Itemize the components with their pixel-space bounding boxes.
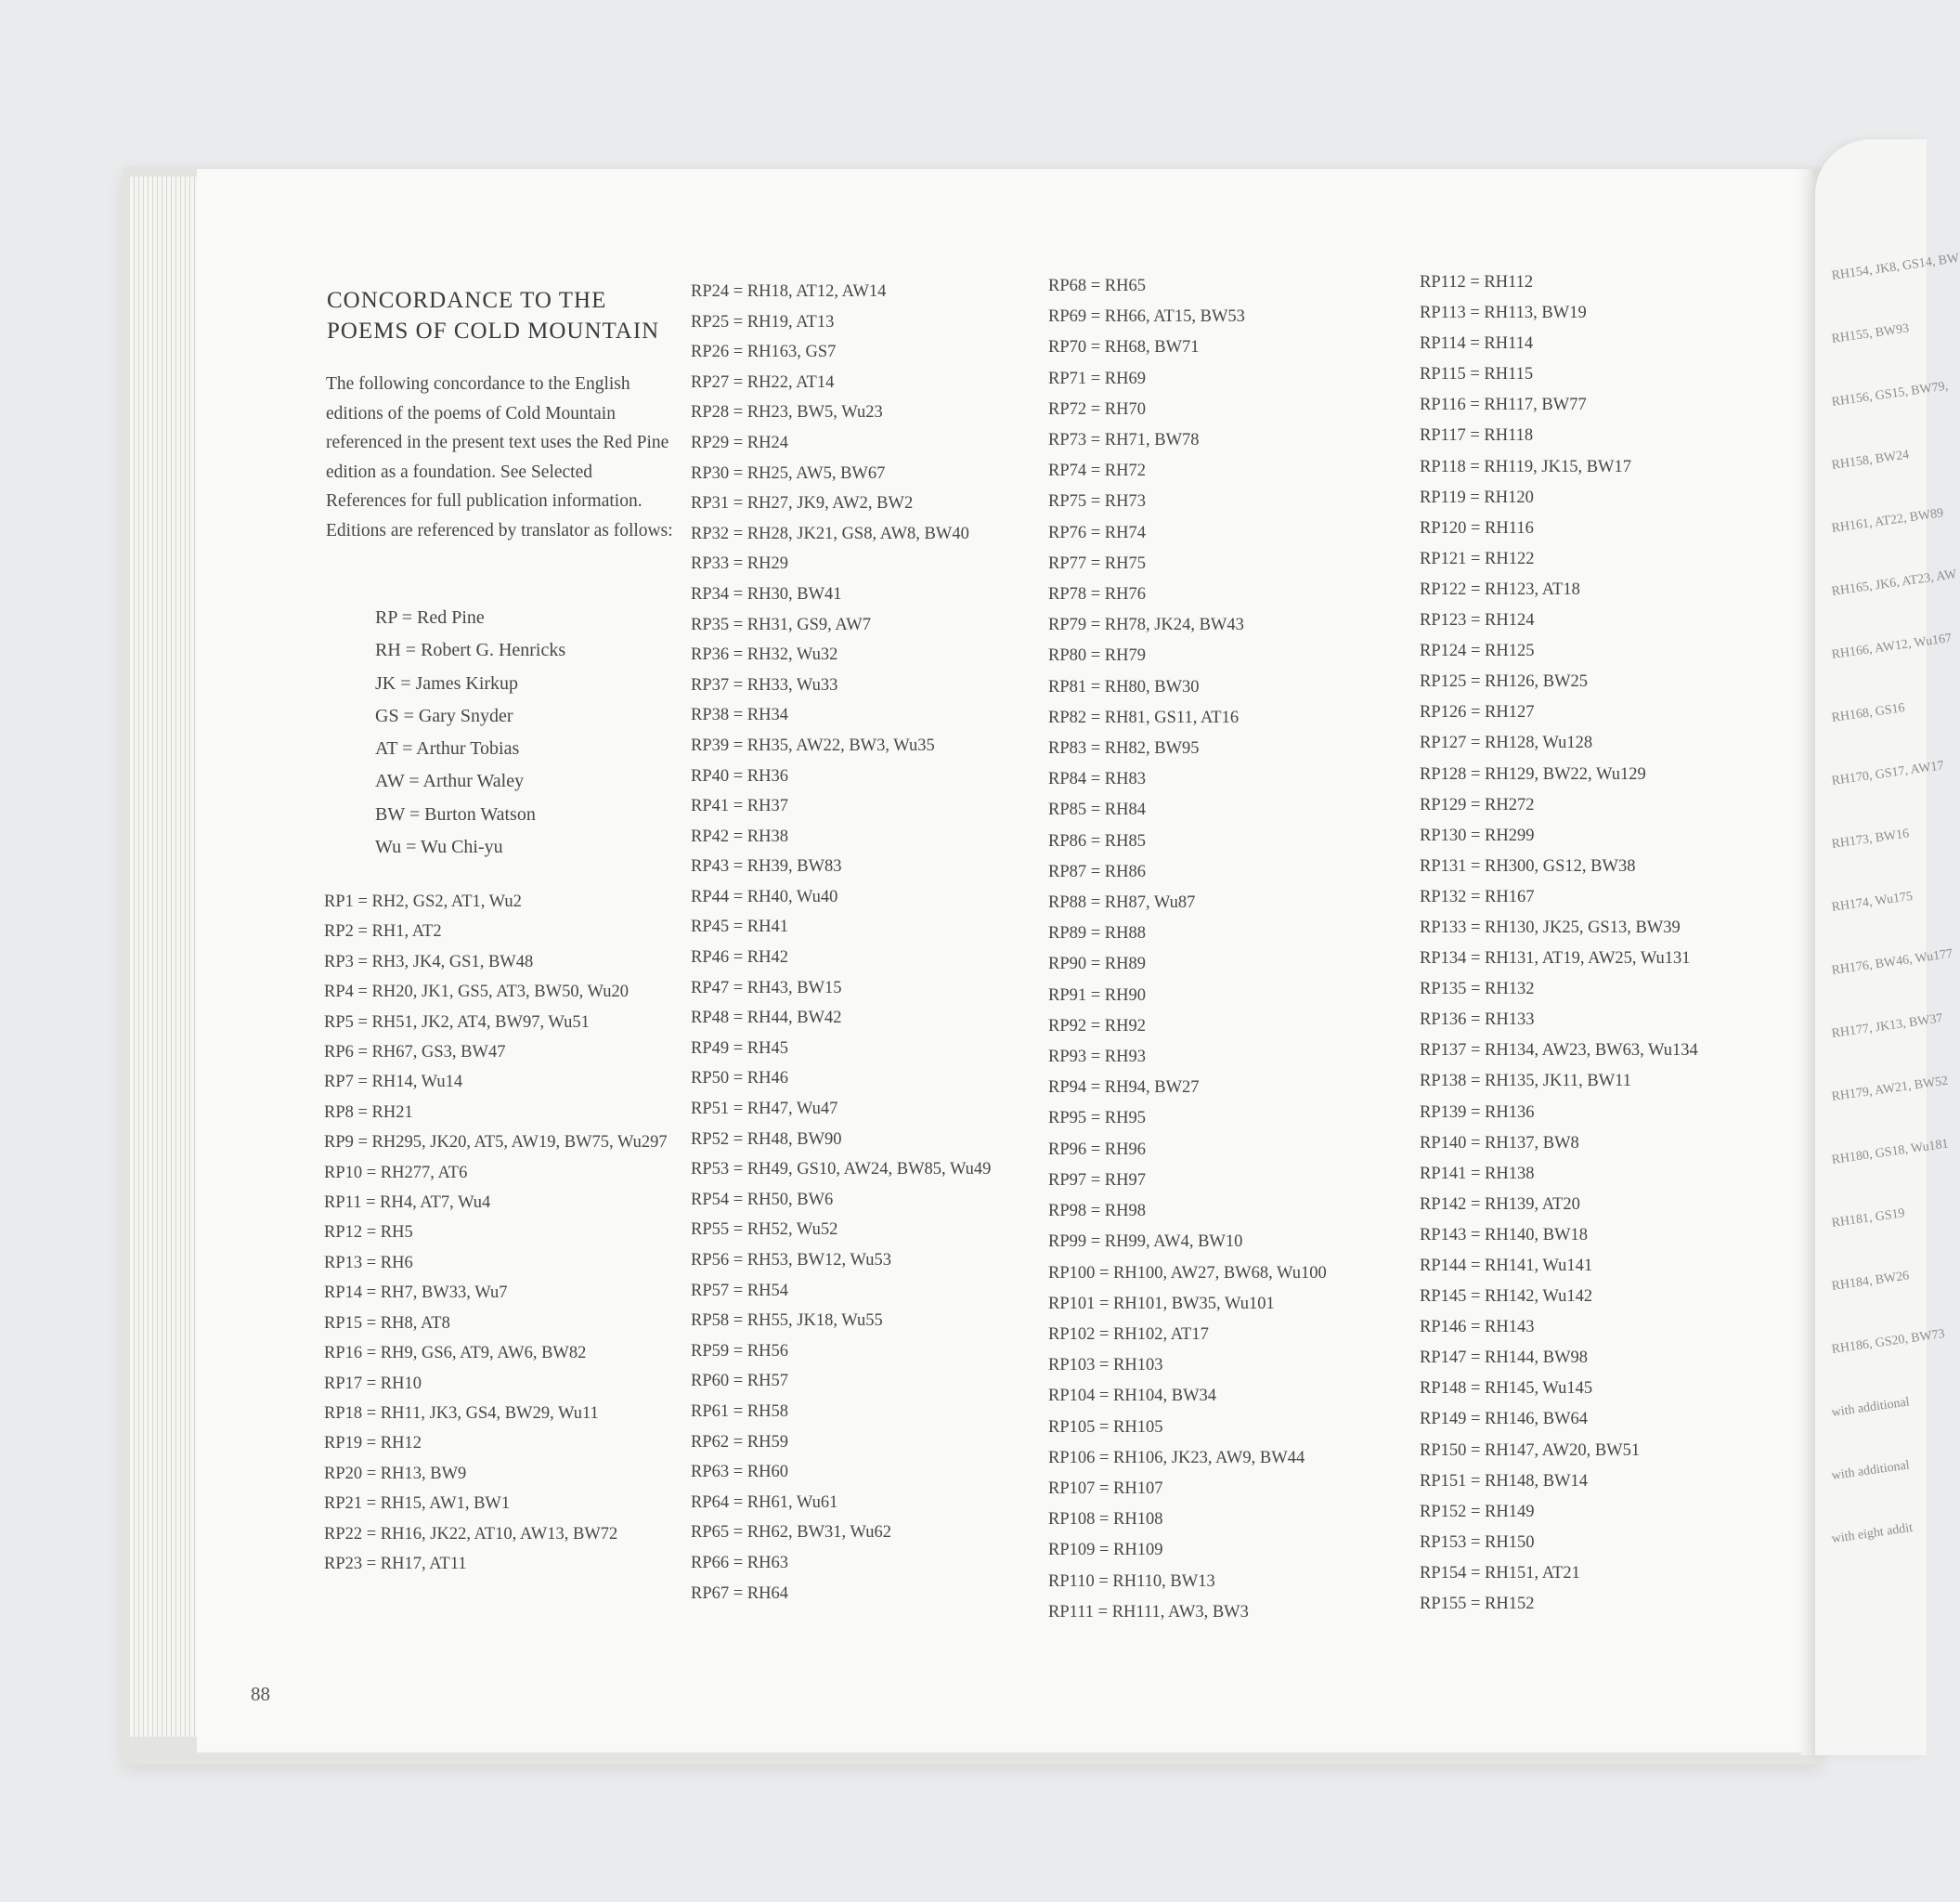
concordance-entry: RP29 = RH24: [691, 433, 789, 452]
concordance-entry: RP16 = RH9, GS6, AT9, AW6, BW82: [324, 1344, 587, 1363]
concordance-entry: RP13 = RH6: [324, 1253, 413, 1272]
concordance-entry: RP114 = RH114: [1420, 334, 1534, 354]
concordance-entry: RP140 = RH137, BW8: [1420, 1133, 1579, 1153]
concordance-entry: RP17 = RH10: [324, 1374, 422, 1393]
facing-page-fragment: RH154, JK8, GS14, BW: [1830, 251, 1960, 283]
facing-page-fragment: RH186, GS20, BW73: [1830, 1326, 1946, 1357]
concordance-entry: RP100 = RH100, AW27, BW68, Wu100: [1048, 1263, 1327, 1283]
concordance-entry: RP77 = RH75: [1048, 554, 1147, 573]
concordance-entry: RP148 = RH145, Wu145: [1420, 1379, 1593, 1399]
concordance-entry: RP45 = RH41: [691, 918, 789, 937]
concordance-entry: RP143 = RH140, BW18: [1420, 1225, 1589, 1244]
facing-page-fragment: RH165, JK6, AT23, AW: [1830, 567, 1958, 599]
concordance-entry: RP83 = RH82, BW95: [1048, 739, 1200, 759]
concordance-entry: RP26 = RH163, GS7: [691, 343, 837, 362]
concordance-entry: RP110 = RH110, BW13: [1048, 1571, 1215, 1591]
concordance-entry: RP65 = RH62, BW31, Wu62: [691, 1523, 891, 1543]
concordance-entry: RP84 = RH83: [1048, 770, 1147, 789]
concordance-entry: RP23 = RH17, AT11: [324, 1554, 467, 1573]
concordance-entry: RP72 = RH70: [1048, 399, 1147, 419]
concordance-entry: RP22 = RH16, JK22, AT10, AW13, BW72: [324, 1524, 618, 1544]
key-item: RP = Red Pine: [375, 607, 485, 628]
concordance-entry: RP125 = RH126, BW25: [1420, 672, 1589, 692]
concordance-entry: RP18 = RH11, JK3, GS4, BW29, Wu11: [324, 1403, 599, 1423]
concordance-entry: RP75 = RH73: [1048, 492, 1147, 512]
concordance-entry: RP141 = RH138: [1420, 1164, 1535, 1183]
concordance-entry: RP152 = RH149: [1420, 1502, 1535, 1521]
concordance-entry: RP146 = RH143: [1420, 1318, 1535, 1337]
concordance-entry: RP82 = RH81, GS11, AT16: [1048, 708, 1240, 727]
concordance-entry: RP111 = RH111, AW3, BW3: [1048, 1602, 1249, 1622]
facing-page-fragment: with additional: [1830, 1395, 1911, 1420]
facing-page-fragment: with eight addit: [1830, 1520, 1915, 1546]
concordance-entry: RP41 = RH37: [691, 797, 789, 816]
concordance-entry: RP155 = RH152: [1420, 1595, 1535, 1614]
concordance-entry: RP149 = RH146, BW64: [1420, 1410, 1589, 1429]
concordance-entry: RP88 = RH87, Wu87: [1048, 893, 1196, 913]
concordance-column-3: [1048, 271, 1327, 1628]
concordance-entry: RP12 = RH5: [324, 1223, 413, 1243]
concordance-entry: RP104 = RH104, BW34: [1048, 1387, 1217, 1406]
concordance-entry: RP25 = RH19, AT13: [691, 312, 835, 332]
concordance-entry: RP153 = RH150: [1420, 1532, 1535, 1552]
concordance-entry: RP131 = RH300, GS12, BW38: [1420, 856, 1636, 876]
concordance-entry: RP147 = RH144, BW98: [1420, 1348, 1589, 1368]
concordance-entry: RP33 = RH29: [691, 554, 789, 574]
concordance-entry: RP35 = RH31, GS9, AW7: [691, 615, 871, 634]
concordance-entry: RP116 = RH117, BW77: [1420, 396, 1587, 415]
concordance-entry: RP42 = RH38: [691, 827, 789, 846]
concordance-entry: RP85 = RH84: [1048, 801, 1147, 820]
concordance-entry: RP60 = RH57: [691, 1372, 789, 1391]
concordance-entry: RP129 = RH272: [1420, 795, 1535, 814]
concordance-entry: RP93 = RH93: [1048, 1048, 1147, 1067]
key-item: Wu = Wu Chi-yu: [375, 837, 503, 858]
concordance-entry: RP11 = RH4, AT7, Wu4: [324, 1193, 491, 1213]
key-item: JK = James Kirkup: [375, 672, 519, 694]
concordance-entry: RP94 = RH94, BW27: [1048, 1078, 1200, 1098]
concordance-entry: RP117 = RH118: [1420, 426, 1534, 446]
concordance-entry: RP112 = RH112: [1420, 273, 1534, 292]
concordance-entry: RP2 = RH1, AT2: [324, 922, 442, 942]
facing-page-fragment: RH181, GS19: [1830, 1206, 1906, 1231]
concordance-entry: RP139 = RH136: [1420, 1102, 1535, 1122]
concordance-entry: RP119 = RH120: [1420, 488, 1534, 507]
concordance-entry: RP136 = RH133: [1420, 1010, 1535, 1030]
key-item: GS = Gary Snyder: [375, 705, 513, 726]
concordance-entry: RP53 = RH49, GS10, AW24, BW85, Wu49: [691, 1160, 992, 1179]
concordance-entry: RP67 = RH64: [691, 1583, 789, 1603]
concordance-entry: RP142 = RH139, AT20: [1420, 1194, 1580, 1214]
concordance-entry: RP151 = RH148, BW14: [1420, 1471, 1589, 1491]
title-line-1: CONCORDANCE TO THE: [327, 288, 607, 313]
facing-page-fragment: RH156, GS15, BW79,: [1830, 379, 1950, 410]
concordance-entry: RP31 = RH27, JK9, AW2, BW2: [691, 494, 914, 514]
facing-page-fragment: RH158, BW24: [1830, 448, 1911, 473]
concordance-entry: RP70 = RH68, BW71: [1048, 338, 1200, 358]
translator-key-list: [375, 602, 672, 864]
page-number: 88: [251, 1683, 270, 1705]
concordance-entry: RP127 = RH128, Wu128: [1420, 734, 1593, 753]
concordance-entry: RP57 = RH54: [691, 1281, 789, 1300]
concordance-entry: RP50 = RH46: [691, 1069, 789, 1088]
facing-page-fragment: RH177, JK13, BW37: [1830, 1011, 1944, 1041]
key-item: BW = Burton Watson: [375, 803, 536, 825]
concordance-entry: RP49 = RH45: [691, 1038, 789, 1058]
concordance-entry: RP21 = RH15, AW1, BW1: [324, 1494, 511, 1514]
facing-page-fragment: RH176, BW46, Wu177: [1830, 946, 1954, 978]
concordance-entry: RP46 = RH42: [691, 948, 789, 968]
concordance-entry: RP120 = RH116: [1420, 518, 1534, 538]
concordance-entry: RP71 = RH69: [1048, 369, 1147, 388]
concordance-entry: RP130 = RH299: [1420, 826, 1535, 845]
concordance-entry: RP92 = RH92: [1048, 1016, 1147, 1036]
concordance-entry: RP52 = RH48, BW90: [691, 1129, 842, 1149]
concordance-entry: RP51 = RH47, Wu47: [691, 1100, 838, 1119]
concordance-entry: RP38 = RH34: [691, 706, 789, 725]
concordance-entry: RP40 = RH36: [691, 766, 789, 786]
concordance-column-4: [1420, 267, 1698, 1620]
concordance-entry: RP106 = RH106, JK23, AW9, BW44: [1048, 1448, 1305, 1467]
concordance-entry: RP19 = RH12: [324, 1434, 422, 1453]
facing-page-fragment: RH170, GS17, AW17: [1830, 759, 1945, 788]
concordance-entry: RP107 = RH107: [1048, 1479, 1163, 1498]
concordance-entry: RP105 = RH105: [1048, 1417, 1163, 1437]
page-title: [327, 285, 680, 346]
concordance-entry: RP144 = RH141, Wu141: [1420, 1257, 1593, 1275]
facing-page-fragment: RH173, BW16: [1830, 827, 1911, 852]
concordance-entry: RP78 = RH76: [1048, 585, 1147, 605]
concordance-entry: RP47 = RH43, BW15: [691, 978, 842, 997]
concordance-entry: RP123 = RH124: [1420, 611, 1535, 631]
concordance-entry: RP150 = RH147, AW20, BW51: [1420, 1440, 1641, 1460]
concordance-entry: RP97 = RH97: [1048, 1170, 1147, 1190]
concordance-entry: RP56 = RH53, BW12, Wu53: [691, 1251, 891, 1270]
concordance-entry: RP55 = RH52, Wu52: [691, 1220, 838, 1240]
concordance-entry: RP43 = RH39, BW83: [691, 857, 842, 877]
concordance-entry: RP86 = RH85: [1048, 831, 1147, 851]
concordance-column-2: [691, 277, 991, 1609]
intro-paragraph: The following concordance to the English editions of the poems of Cold Mountain referenced in the present text uses the Red Pine edition as a foundation. See Selected References for full publication information. Editions are referenced by translator as follows:: [326, 374, 673, 541]
concordance-entry: RP115 = RH115: [1420, 365, 1534, 384]
facing-page-fragment: RH184, BW26: [1830, 1269, 1911, 1294]
concordance-entry: RP132 = RH167: [1420, 887, 1535, 906]
concordance-entry: RP36 = RH32, Wu32: [691, 645, 838, 665]
concordance-entry: RP7 = RH14, Wu14: [324, 1073, 463, 1092]
concordance-entry: RP27 = RH22, AT14: [691, 372, 835, 392]
concordance-entry: RP3 = RH3, JK4, GS1, BW48: [324, 952, 534, 971]
concordance-entry: RP30 = RH25, AW5, BW67: [691, 463, 886, 483]
concordance-entry: RP138 = RH135, JK11, BW11: [1420, 1072, 1631, 1091]
concordance-entry: RP134 = RH131, AT19, AW25, Wu131: [1420, 949, 1691, 969]
concordance-entry: RP63 = RH60: [691, 1463, 789, 1482]
facing-page-fragment: RH161, AT22, BW89: [1830, 506, 1945, 536]
concordance-entry: RP39 = RH35, AW22, BW3, Wu35: [691, 736, 935, 755]
concordance-entry: RP137 = RH134, AW23, BW63, Wu134: [1420, 1041, 1698, 1061]
concordance-entry: RP64 = RH61, Wu61: [691, 1492, 838, 1512]
concordance-entry: RP79 = RH78, JK24, BW43: [1048, 616, 1244, 635]
concordance-entry: RP48 = RH44, BW42: [691, 1009, 842, 1028]
concordance-entry: RP28 = RH23, BW5, Wu23: [691, 403, 883, 423]
concordance-entry: RP145 = RH142, Wu142: [1420, 1287, 1593, 1307]
concordance-entry: RP109 = RH109: [1048, 1541, 1163, 1560]
concordance-entry: RP54 = RH50, BW6: [691, 1190, 834, 1209]
title-line-2: POEMS OF COLD MOUNTAIN: [327, 319, 660, 344]
concordance-entry: RP8 = RH21: [324, 1102, 413, 1122]
concordance-entry: RP90 = RH89: [1048, 955, 1147, 974]
concordance-entry: RP20 = RH13, BW9: [324, 1464, 467, 1483]
concordance-entry: RP59 = RH56: [691, 1341, 789, 1361]
concordance-entry: RP76 = RH74: [1048, 523, 1147, 542]
concordance-entry: RP9 = RH295, JK20, AT5, AW19, BW75, Wu297: [324, 1133, 668, 1153]
concordance-entry: RP74 = RH72: [1048, 462, 1147, 481]
facing-page-fragment: RH174, Wu175: [1830, 889, 1914, 915]
concordance-entry: RP37 = RH33, Wu33: [691, 675, 838, 695]
concordance-entry: RP6 = RH67, GS3, BW47: [324, 1043, 506, 1062]
concordance-entry: RP5 = RH51, JK2, AT4, BW97, Wu51: [324, 1012, 590, 1032]
concordance-entry: RP96 = RH96: [1048, 1140, 1147, 1159]
concordance-entry: RP122 = RH123, AT18: [1420, 580, 1580, 599]
concordance-entry: RP154 = RH151, AT21: [1420, 1563, 1580, 1583]
facing-page-fragment: RH179, AW21, BW52: [1830, 1074, 1950, 1104]
key-item: AW = Arthur Waley: [375, 771, 525, 792]
concordance-column-1: [324, 887, 703, 1579]
concordance-entry: RP118 = RH119, JK15, BW17: [1420, 457, 1631, 476]
concordance-entry: RP14 = RH7, BW33, Wu7: [324, 1283, 508, 1303]
concordance-entry: RP98 = RH98: [1048, 1202, 1147, 1221]
concordance-entry: RP62 = RH59: [691, 1432, 789, 1452]
facing-page-edge: [1815, 139, 1960, 1755]
concordance-entry: RP135 = RH132: [1420, 980, 1535, 999]
concordance-entry: RP91 = RH90: [1048, 985, 1147, 1005]
concordance-entry: RP15 = RH8, AT8: [324, 1313, 450, 1333]
concordance-entry: RP80 = RH79: [1048, 646, 1147, 666]
concordance-entry: RP73 = RH71, BW78: [1048, 431, 1200, 450]
concordance-entry: RP101 = RH101, BW35, Wu101: [1048, 1294, 1275, 1313]
concordance-entry: RP66 = RH63: [691, 1553, 789, 1572]
concordance-entry: RP87 = RH86: [1048, 862, 1147, 881]
concordance-entry: RP81 = RH80, BW30: [1048, 677, 1200, 697]
concordance-entry: RP121 = RH122: [1420, 549, 1535, 568]
concordance-entry: RP133 = RH130, JK25, GS13, BW39: [1420, 918, 1681, 937]
concordance-entry: RP99 = RH99, AW4, BW10: [1048, 1232, 1243, 1252]
key-item: RH = Robert G. Henricks: [375, 640, 566, 661]
concordance-entry: RP44 = RH40, Wu40: [691, 887, 838, 906]
concordance-entry: RP34 = RH30, BW41: [691, 584, 842, 604]
concordance-entry: RP69 = RH66, AT15, BW53: [1048, 307, 1245, 327]
facing-page-fragment: RH180, GS18, Wu181: [1830, 1137, 1950, 1167]
concordance-entry: RP1 = RH2, GS2, AT1, Wu2: [324, 892, 522, 911]
facing-page-fragment: with additional: [1830, 1458, 1911, 1483]
concordance-entry: RP68 = RH65: [1048, 277, 1147, 295]
concordance-entry: RP126 = RH127: [1420, 703, 1535, 723]
concordance-entry: RP24 = RH18, AT12, AW14: [691, 282, 887, 301]
facing-page-fragment: RH166, AW12, Wu167: [1830, 631, 1953, 662]
facing-page-fragment: RH168, GS16: [1830, 701, 1906, 725]
key-item: AT = Arthur Tobias: [375, 738, 520, 760]
concordance-entry: RP108 = RH108: [1048, 1510, 1163, 1530]
concordance-entry: RP89 = RH88: [1048, 924, 1147, 944]
concordance-entry: RP102 = RH102, AT17: [1048, 1324, 1209, 1344]
concordance-entry: RP10 = RH277, AT6: [324, 1163, 468, 1182]
concordance-entry: RP128 = RH129, BW22, Wu129: [1420, 764, 1646, 784]
concordance-entry: RP4 = RH20, JK1, GS5, AT3, BW50, Wu20: [324, 983, 629, 1002]
concordance-entry: RP61 = RH58: [691, 1401, 789, 1421]
concordance-entry: RP32 = RH28, JK21, GS8, AW8, BW40: [691, 524, 969, 543]
concordance-entry: RP124 = RH125: [1420, 642, 1535, 661]
concordance-entry: RP103 = RH103: [1048, 1356, 1163, 1375]
concordance-entry: RP95 = RH95: [1048, 1109, 1147, 1128]
facing-page-fragment: RH155, BW93: [1830, 321, 1911, 346]
concordance-entry: RP58 = RH55, JK18, Wu55: [691, 1311, 883, 1331]
concordance-entry: RP113 = RH113, BW19: [1420, 304, 1587, 323]
